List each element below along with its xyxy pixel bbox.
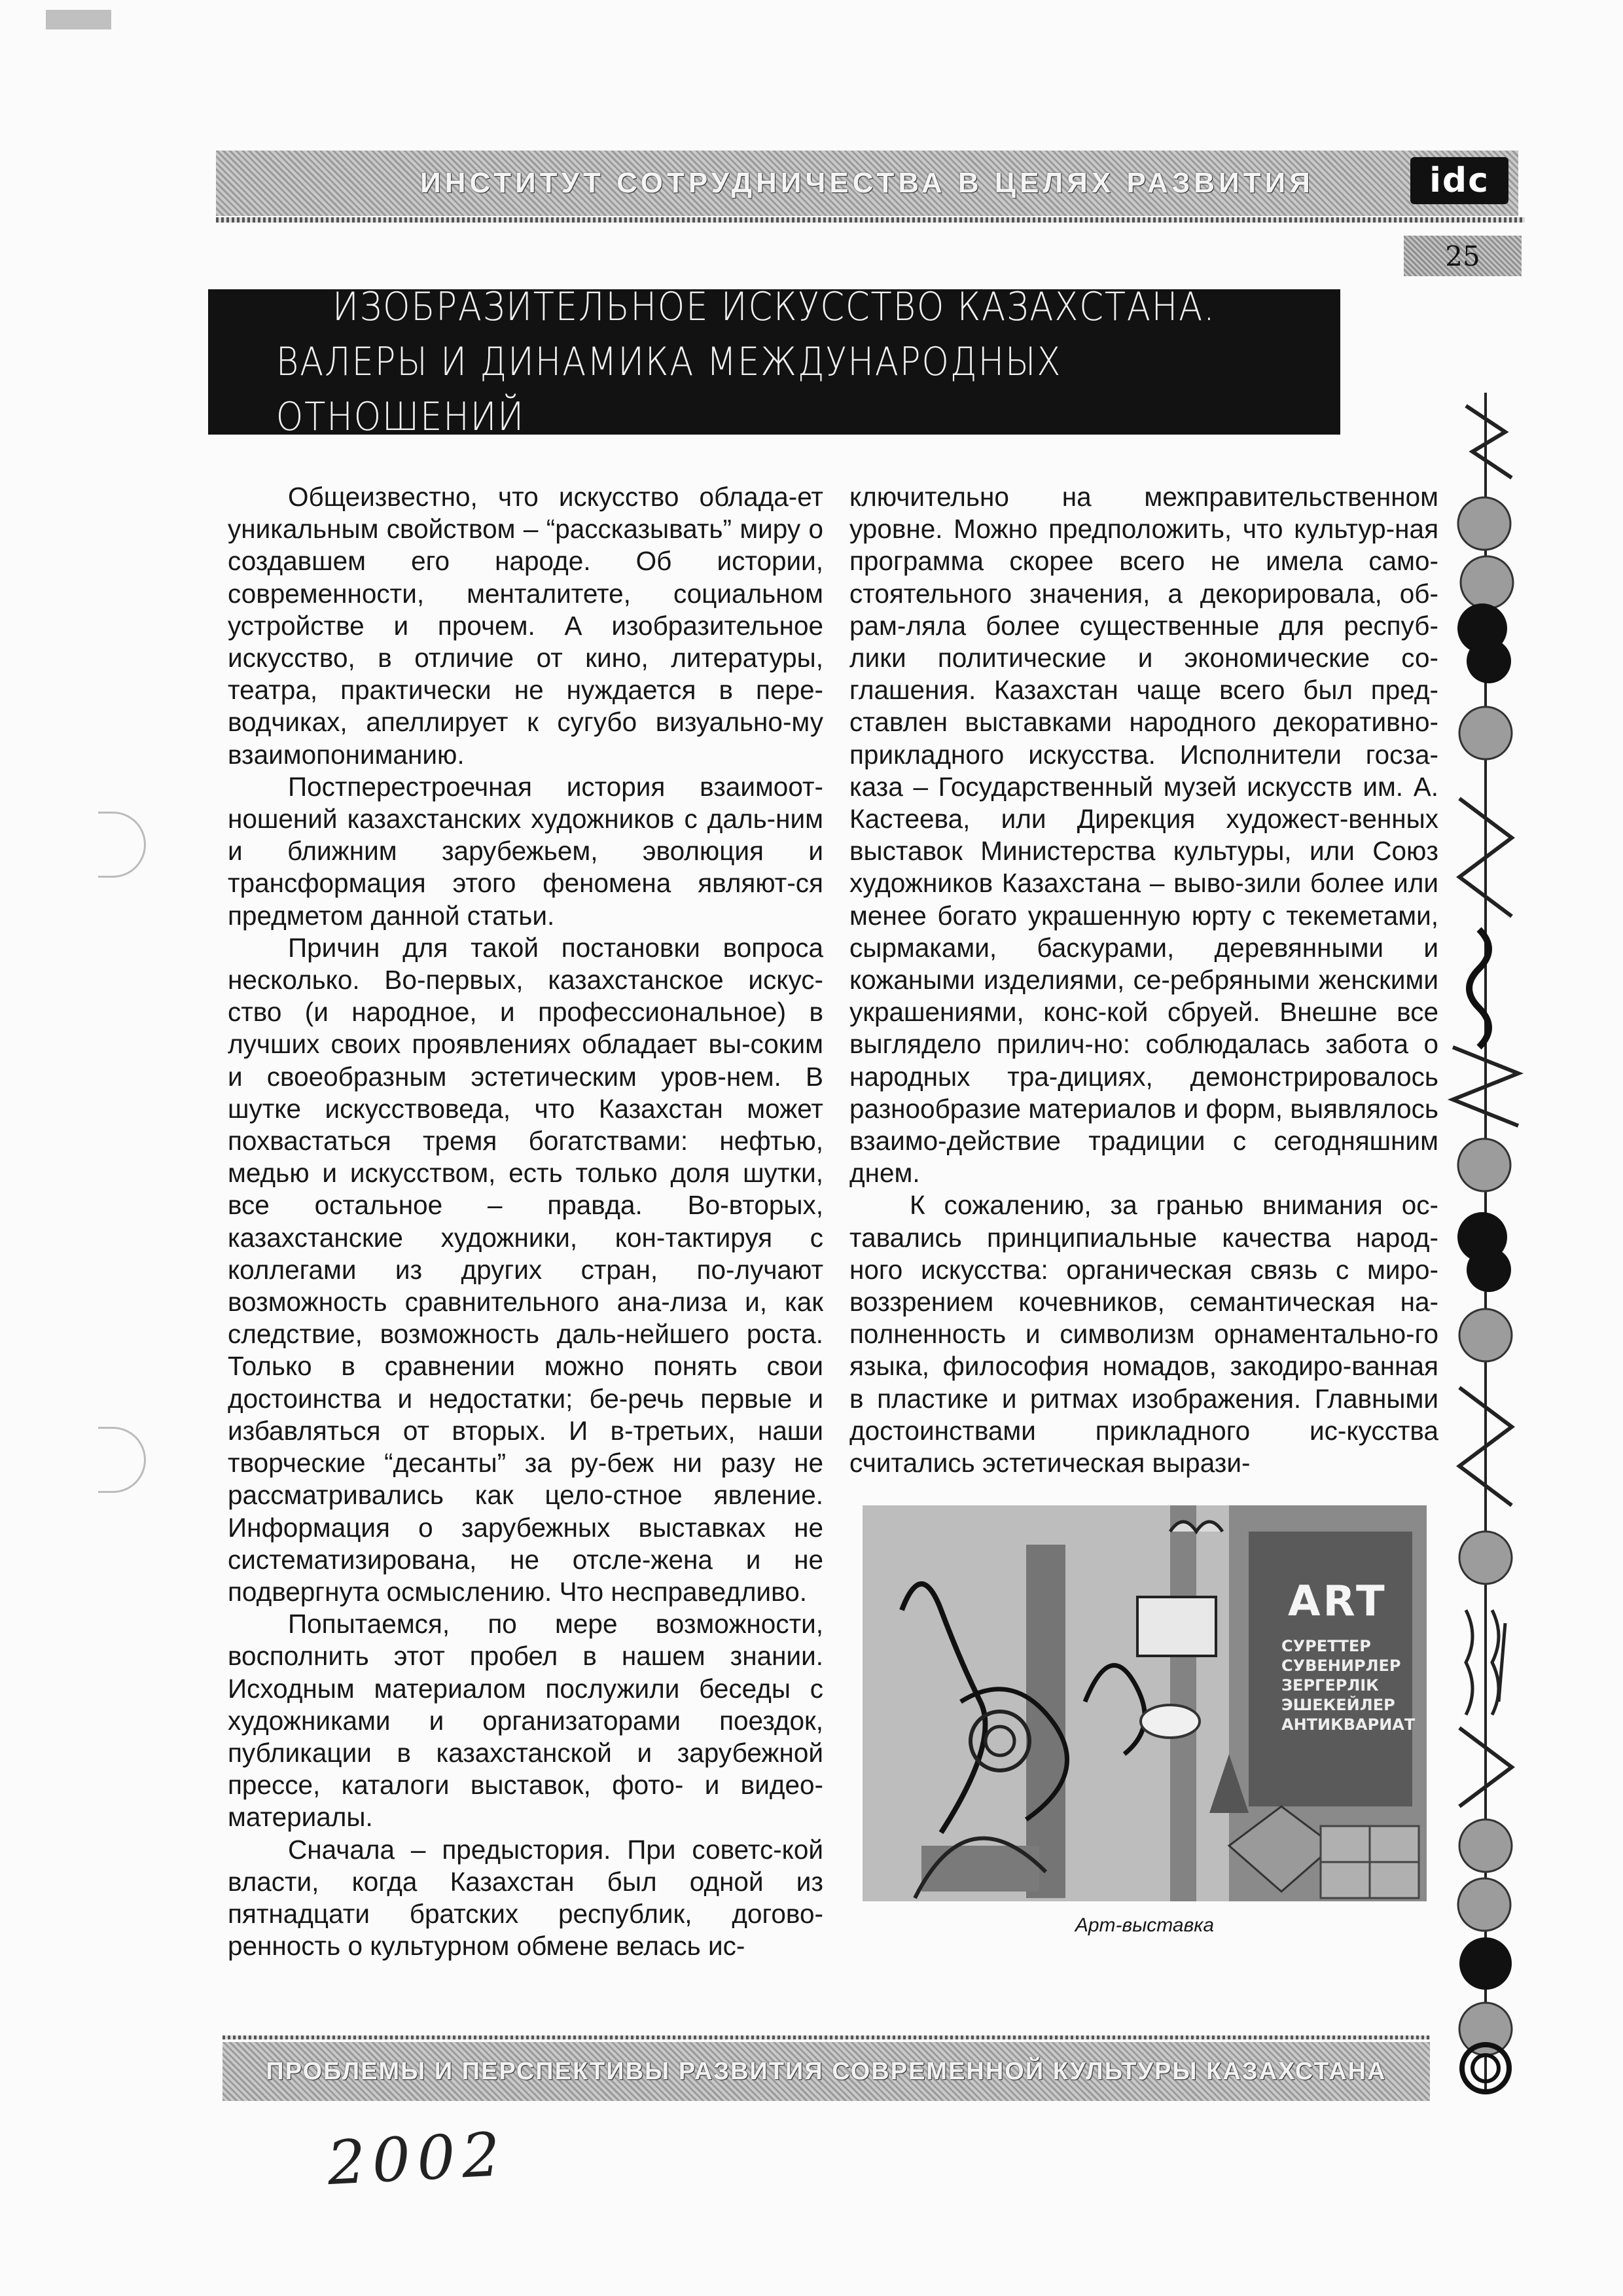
poster-title: ART [1288, 1577, 1387, 1626]
art-exhibition-photo [863, 1505, 1427, 1901]
section-title: ПРОБЛЕМЫ И ПЕРСПЕКТИВЫ РАЗВИТИЯ СОВРЕМЕННОЙ КУЛЬТУРЫ КАЗАХСТАНА [266, 2057, 1387, 2085]
poster-subtitle: СУРЕТТЕР СУВЕНИРЛЕР ЗЕРГЕРЛІК ЭШЕКЕЙЛЕР АНТИКВАРИАТ [1281, 1637, 1416, 1734]
article-title [208, 284, 1340, 440]
photo-caption: Арт-выставка [1075, 1914, 1215, 1936]
paragraph: Причин для такой постановки вопроса несколько. Во-первых, казахстанское искус-ство (и народное, и профессиональное) в лучших своих проявлениях обладает вы-соким и своеобразным эстетическим уров-нем. В шутке искусствоведа, что Казахстан может похвастаться тремя богатствами: нефтью, медью и искусством, есть только доля шутки, все остальное – правда. Во-вторых, казахстанские художники, кон-тактируя с коллегами из других стран, по-лучают возможность сравнительного ана-лиза и, как следствие, возможность даль-нейшего роста. Только в сравнении можно понять свои достоинства и недостатки; бе-речь первые и избавляться от вторых. И в-третьих, наши творческие “десанты” за ру-беж ни разу не рассматривались как цело-стное явление. Информация о зарубежных выставках не систематизирована, не отсле-жена и не подвергнута осмыслению. Что несправедливо. [228, 932, 823, 1607]
title-line-2: ВАЛЕРЫ И ДИНАМИКА МЕЖДУНАРОДНЫХ ОТНОШЕНИЙ [276, 339, 1062, 440]
paragraph: Постперестроечная история взаимоот-ношений казахстанских художников с даль-ним и ближним зарубежьем, эволюция и трансформация этого феномена являют-ся предметом данной статьи. [228, 771, 823, 931]
paragraph: Сначала – предыстория. При советс-кой власти, когда Казахстан был одной из пятнадцати братских республик, догово-ренность о культурном обмене велась ис- [228, 1834, 823, 1962]
page-number: 25 [1445, 240, 1480, 272]
page-number-box [1404, 236, 1522, 276]
logo-text: idc [1429, 161, 1489, 200]
paragraph: ключительно на межправительственном уровне. Можно предположить, что культур-ная программа скорее всего не имела само-стоятельного значения, а декорировала, об-рам-ляла более существенные для респуб-лики политические и экономические со-глашения. Казахстан чаще всего был пред-ставлен выставками народного декоративно-прикладного искусства. Исполнители госза-каза – Государственный музей искусств им. А. Кастеева, или Дирекция художест-венных выставок Министерства культуры, или Союз художников Казахстана – выво-зили более или менее богато украшенную юрту с текеметами, сырмаками, баскурами, деревянными и кожаными изделиями, се-ребряными женскими украшениями, конс-кой сбруей. Внешне все выглядело прилич-но: соблюдалась забота о народных тра-дициях, демонстрировалось разнообразие материалов и форм, выявлялось взаимо-действие традиции с сегодняшним днем. [849, 482, 1438, 1189]
paragraph: К сожалению, за гранью внимания ос-тавались принципиальные качества народ-ного искусства: органическая связь с миро-воззрением кочевников, семантическая на-полненность и символизм орнаментально-го языка, философия номадов, закодиро-ванная в пластике и ритмах изображения. Главными достоинствами прикладного ис-кусства считались эстетическая вырази- [849, 1190, 1438, 1479]
paragraph: Попытаемся, по мере возможности, восполнить этот пробел в нашем знании. Исходным материалом послужили беседы с художниками и организаторами поездок, публикации в казахстанской и зарубежной прессе, каталоги выставок, фото- и видео-материалы. [228, 1609, 823, 1833]
binder-hole-mark [98, 1427, 146, 1493]
scan-corner-mark [46, 10, 111, 29]
ornament-border [1433, 393, 1538, 2094]
handwritten-year: 2002 [325, 2119, 508, 2199]
institute-name: ИНСТИТУТ СОТРУДНИЧЕСТВА В ЦЕЛЯХ РАЗВИТИЯ [420, 167, 1314, 199]
footer-divider [223, 2036, 1430, 2039]
paragraph: Общеизвестно, что искусство облада-ет уникальным свойством – “рассказывать” миру о создавшем его народе. Об истории, современности, менталитете, социальном устройстве и прочем. А изобразительное искусство, в отличие от кино, литературы, театра, практически не нуждается в пере-водчиках, апеллирует к сугубо визуально-му взаимопониманию. [228, 482, 823, 770]
left-column [228, 481, 823, 1962]
right-column [849, 481, 1438, 1479]
header-banner [216, 151, 1518, 216]
title-line-1: ИЗОБРАЗИТЕЛЬНОЕ ИСКУССТВО КАЗАХСТАНА. [332, 284, 1216, 330]
binder-hole-mark [98, 812, 146, 878]
footer-banner [223, 2042, 1430, 2101]
header-divider [216, 217, 1525, 223]
idc-logo [1410, 157, 1508, 204]
